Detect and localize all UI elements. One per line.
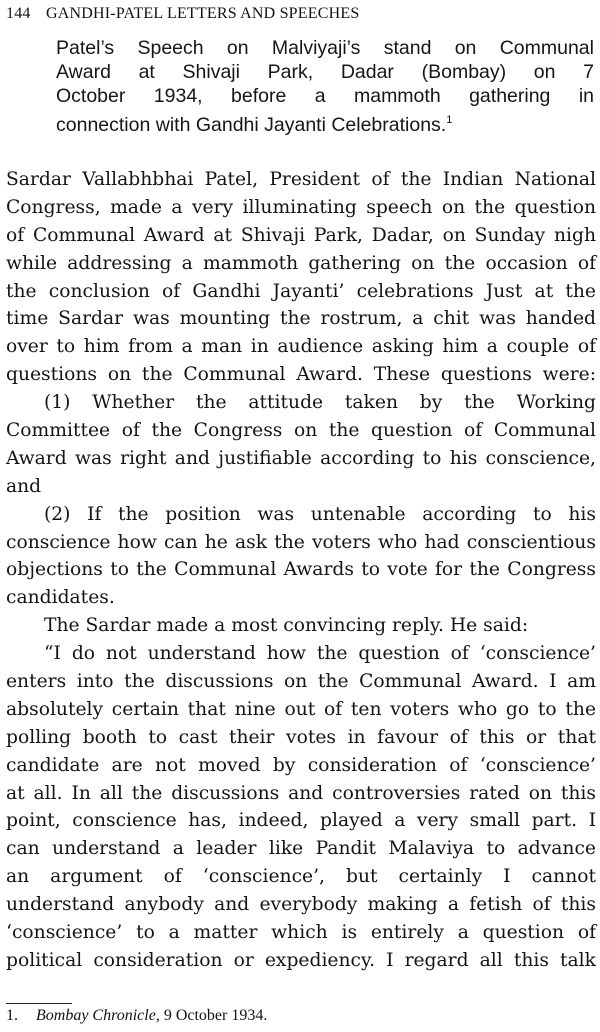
footnote-date: , 9 October 1934. (155, 1007, 268, 1024)
heading-line: October 1934, before a mammoth gathering in (56, 85, 594, 107)
text-line: candidates. (6, 587, 115, 609)
text-line: conscience how can he ask the voters who had conscientious (6, 531, 596, 553)
text-line: “I do not understand how the question of ‘conscience’ (44, 643, 596, 665)
footnote-marker: 1 (446, 114, 453, 126)
speech-heading (56, 36, 594, 137)
text-line: over to him from a man in audience asking him a couple of (6, 336, 596, 358)
text-line: ‘conscience’ to a matter which is entirely a question of (6, 922, 596, 944)
text-line: candidate are not moved by consideration of ‘conscience’ (6, 754, 596, 776)
running-title: GANDHI-PATEL LETTERS AND SPEECHES (46, 5, 360, 22)
text-line: The Sardar made a most convincing reply. He said: (44, 615, 529, 637)
heading-line: Award at Shivaji Park, Dadar (Bombay) on 7 (56, 61, 594, 83)
text-line: of Communal Award at Shivaji Park, Dadar, on Sunday nigh (6, 224, 596, 246)
heading-line-text: connection with Gandhi Jayanti Celebrations. (56, 114, 447, 136)
text-line: understand anybody and everybody making a fetish of this (6, 894, 596, 916)
text-line: Committee of the Congress on the question of Communal (6, 420, 596, 442)
text-line: Congress, made a very illuminating speech on the question (6, 196, 596, 218)
running-header (6, 5, 596, 29)
text-line: point, conscience has, indeed, played a very small part. I (6, 810, 596, 832)
footnote-number: 1. (6, 1007, 18, 1024)
text-line: polling booth to cast their votes in favour of this or that (6, 726, 596, 748)
heading-line (56, 108, 594, 137)
text-line: and (6, 475, 42, 497)
footnote (6, 1007, 596, 1029)
page-number: 144 (6, 5, 31, 22)
text-line: objections to the Communal Awards to vote for the Congress (6, 559, 596, 581)
text-line: the conclusion of Gandhi Jayanti’ celebrations Just at the (6, 280, 596, 302)
text-line: (2) If the position was untenable according to his (44, 503, 596, 525)
text-line: while addressing a mammoth gathering on the occasion of (6, 252, 596, 274)
footnote-source: Bombay Chronicle (36, 1007, 156, 1024)
text-line: absolutely certain that nine out of ten voters who go to the (6, 698, 596, 720)
text-line: at all. In all the discussions and controversies rated on this (6, 782, 596, 804)
text-line: (1) Whether the attitude taken by the Working (44, 392, 596, 414)
text-line: time Sardar was mounting the rostrum, a chit was handed (6, 308, 596, 330)
text-line: Sardar Vallabhbhai Patel, President of the Indian National (6, 169, 596, 190)
heading-line: Patel’s Speech on Malviyaji’s stand on Communal (56, 37, 594, 59)
text-line: questions on the Communal Award. These questions were: (6, 364, 596, 386)
text-line: Award was right and justifiable according to his conscience, (6, 447, 596, 469)
body-text (6, 166, 596, 975)
footnote-divider (6, 1003, 72, 1004)
text-line: can understand a leader like Pandit Malaviya to advance (6, 838, 596, 860)
text-line: an argument of ‘conscience’, but certainly I cannot (6, 866, 596, 888)
text-line: political consideration or expediency. I regard all this talk (6, 949, 596, 971)
text-line: enters into the discussions on the Communal Award. I am (6, 671, 596, 693)
